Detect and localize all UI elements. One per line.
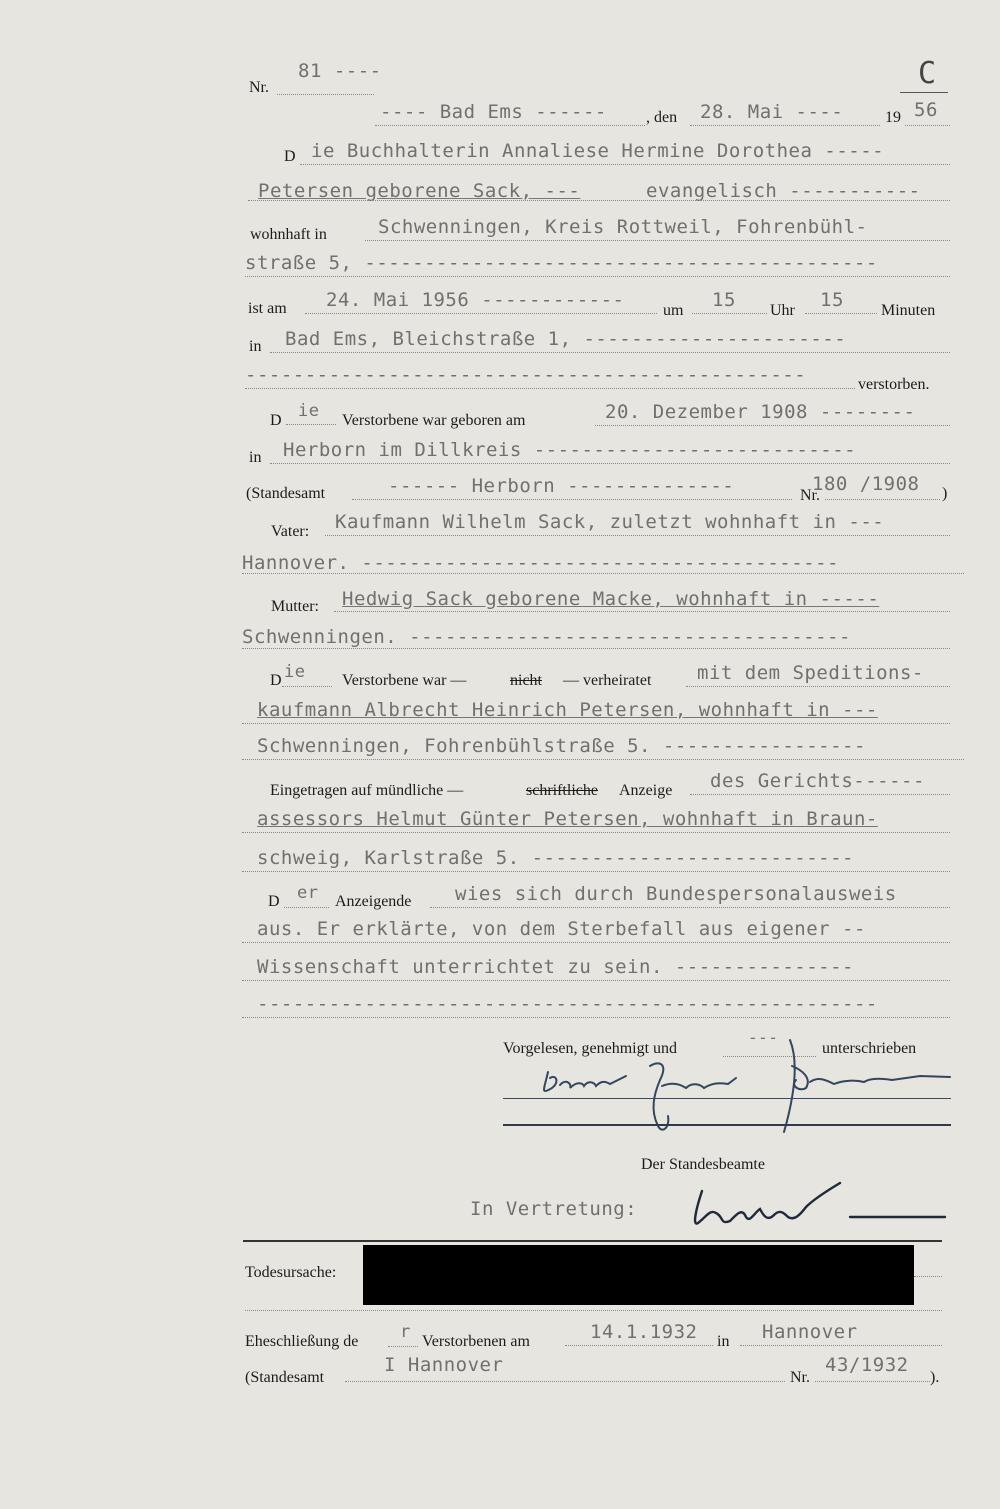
den-label: , den (646, 109, 678, 126)
d-label-person: D (284, 148, 296, 165)
date-dotted-line (690, 125, 880, 126)
mother-line-2: Schwenningen. ------------------------------------- (242, 626, 851, 648)
dotted-line (242, 980, 950, 981)
d-suffix-marriage: ie (284, 662, 306, 682)
death-place-1: Bad Ems, Bleichstraße 1, ---------------------- (285, 328, 847, 350)
verstorbene-war-label: Verstorbene war — (342, 672, 467, 689)
vater-label: Vater: (271, 523, 310, 540)
d-suffix-birth: ie (298, 401, 320, 421)
close-paren-marriage: ). (930, 1369, 940, 1386)
in-vertretung: In Vertretung: (470, 1198, 638, 1220)
father-line-2: Hannover. ---------------------------------------- (242, 552, 839, 574)
informant-line-2: aus. Er erklärte, von dem Sterbefall aus eigener -- (257, 918, 866, 940)
redaction-bar (363, 1245, 914, 1305)
in-label-birth: in (249, 449, 262, 466)
nr-label: Nr. (249, 79, 269, 96)
dotted-line (565, 1345, 713, 1346)
birth-date: 20. Dezember 1908 -------- (605, 401, 916, 423)
eheschliessung-suffix: r (400, 1322, 411, 1342)
birth-registry: ------ Herborn -------------- (388, 475, 735, 497)
year-dotted-line (905, 125, 950, 126)
spouse-line-3: Schwenningen, Fohrenbühlstraße 5. ----------------- (257, 735, 866, 757)
unterschrieben-label: unterschrieben (822, 1040, 917, 1057)
geboren-label: Verstorbene war geboren am (342, 412, 526, 429)
verstorben-label: verstorben. (858, 376, 930, 393)
schriftliche-struck: schriftliche (526, 782, 598, 799)
dotted-line (286, 424, 336, 425)
standesbeamte-label: Der Standesbeamte (641, 1156, 765, 1173)
dotted-line (242, 832, 950, 833)
dotted-line (284, 907, 329, 908)
dotted-line (242, 759, 964, 760)
dotted-line (242, 871, 950, 872)
mother-line-1: Hedwig Sack geborene Macke, wohnhaft in ----- (342, 588, 880, 610)
marriage-registry: I Hannover (384, 1354, 504, 1376)
dotted-line (805, 313, 877, 314)
verheiratet-label: — verheiratet (563, 672, 652, 689)
spouse-line-1: mit dem Speditions- (697, 662, 924, 684)
nr-dotted-line (277, 94, 374, 95)
informant-line-4: ---------------------------------------------------- (257, 993, 878, 1015)
dotted-line (815, 1381, 930, 1382)
year-prefix: 19 (885, 109, 901, 126)
dotted-line (242, 942, 950, 943)
dotted-line (388, 1346, 418, 1347)
dotted-line (595, 425, 950, 426)
dotted-line (365, 240, 950, 241)
mutter-label: Mutter: (271, 598, 319, 615)
nr-label-marriage: Nr. (790, 1369, 810, 1386)
place-dotted-line (375, 125, 645, 126)
dotted-line (242, 1017, 950, 1018)
dotted-line (245, 1310, 942, 1311)
registration-place: ---- Bad Ems ------ (380, 101, 607, 123)
nr-label-birth: Nr. (800, 487, 820, 504)
entry-number: 81 ---- (298, 60, 382, 82)
letter-underline (900, 92, 948, 93)
registration-date: 28. Mai ---- (700, 101, 844, 123)
dotted-line (245, 276, 950, 277)
dotted-line (242, 648, 950, 649)
dotted-line (282, 686, 332, 687)
dotted-line (270, 352, 950, 353)
informant-line-3: Wissenschaft unterrichtet zu sein. --------------- (257, 956, 854, 978)
uhr-label: Uhr (770, 302, 795, 319)
ist-am-label: ist am (248, 300, 287, 317)
dotted-line (334, 611, 950, 612)
death-hour: 15 (712, 289, 736, 311)
birth-place: Herborn im Dillkreis --------------------------- (283, 439, 857, 461)
religion: evangelisch ----------- (646, 180, 921, 202)
report-line-2: assessors Helmut Günter Petersen, wohnhaft in Braun- (257, 808, 878, 830)
death-date: 24. Mai 1956 ------------ (326, 289, 625, 311)
dotted-line (325, 535, 950, 536)
spouse-line-2: kaufmann Albrecht Heinrich Petersen, wohnhaft in --- (257, 699, 878, 721)
signature-line-1 (503, 1098, 951, 1099)
standesamt-label-marriage: (Standesamt (245, 1369, 325, 1386)
dotted-line (300, 164, 950, 165)
dotted-line (686, 686, 950, 687)
residence-line-2: straße 5, ------------------------------------------- (245, 252, 878, 274)
dotted-line (305, 313, 657, 314)
eingetragen-label: Eingetragen auf mündliche — (270, 782, 464, 799)
birth-registry-number: 180 /1908 (812, 473, 920, 495)
dotted-line (914, 1276, 942, 1277)
dotted-line (242, 723, 950, 724)
anzeigende-label: Anzeigende (335, 893, 412, 910)
d-suffix-informant: er (297, 883, 319, 903)
footer-divider (243, 1240, 942, 1242)
deceased-name: Petersen geborene Sack, --- (258, 180, 581, 202)
in-label-marriage: in (717, 1333, 730, 1350)
standesamt-label-birth: (Standesamt (246, 485, 326, 502)
close-paren-birth: ) (942, 485, 948, 502)
vorgelesen-dashes: --- (748, 1028, 779, 1047)
marriage-registry-number: 43/1932 (825, 1354, 909, 1376)
in-label-death: in (249, 338, 262, 355)
eheschliessung-label: Eheschließung de (245, 1333, 359, 1350)
dotted-line (692, 313, 767, 314)
dotted-line (242, 573, 964, 574)
death-place-2: ----------------------------------------------- (245, 364, 807, 386)
d-label-marriage: D (270, 672, 282, 689)
minuten-label: Minuten (881, 302, 936, 319)
informant-line-1: wies sich durch Bundespersonalausweis (455, 883, 897, 905)
registrar-signature (680, 1165, 955, 1240)
anzeige-label: Anzeige (619, 782, 673, 799)
dotted-line (352, 499, 792, 500)
year-suffix: 56 (914, 99, 938, 121)
signature-line-2 (503, 1124, 951, 1126)
register-letter: C (918, 56, 937, 91)
dotted-line (430, 907, 950, 908)
report-line-1: des Gerichts------ (710, 770, 925, 792)
dotted-line (690, 794, 950, 795)
dotted-line (345, 1381, 785, 1382)
verstorbenen-am-label: Verstorbenen am (422, 1333, 530, 1350)
residence-line-1: Schwenningen, Kreis Rottweil, Fohrenbühl- (378, 216, 868, 238)
dotted-line (825, 499, 940, 500)
marriage-place: Hannover (762, 1321, 858, 1343)
dotted-line (270, 463, 950, 464)
dotted-line (740, 1345, 942, 1346)
marriage-date: 14.1.1932 (590, 1321, 698, 1343)
report-line-3: schweig, Karlstraße 5. --------------------------- (257, 847, 854, 869)
d-label-birth: D (270, 412, 282, 429)
death-minute: 15 (820, 289, 844, 311)
vorgelesen-label: Vorgelesen, genehmigt und (503, 1040, 678, 1057)
father-line-1: Kaufmann Wilhelm Sack, zuletzt wohnhaft in --- (335, 511, 885, 533)
d-label-informant: D (268, 893, 280, 910)
nicht-struck: nicht (510, 672, 542, 689)
todesursache-label: Todesursache: (245, 1264, 337, 1281)
dotted-line (245, 388, 855, 389)
wohnhaft-label: wohnhaft in (250, 226, 327, 243)
deceased-line-1: ie Buchhalterin Annaliese Hermine Dorothea ----- (311, 140, 885, 162)
um-label: um (663, 302, 684, 319)
dotted-line (248, 200, 950, 201)
